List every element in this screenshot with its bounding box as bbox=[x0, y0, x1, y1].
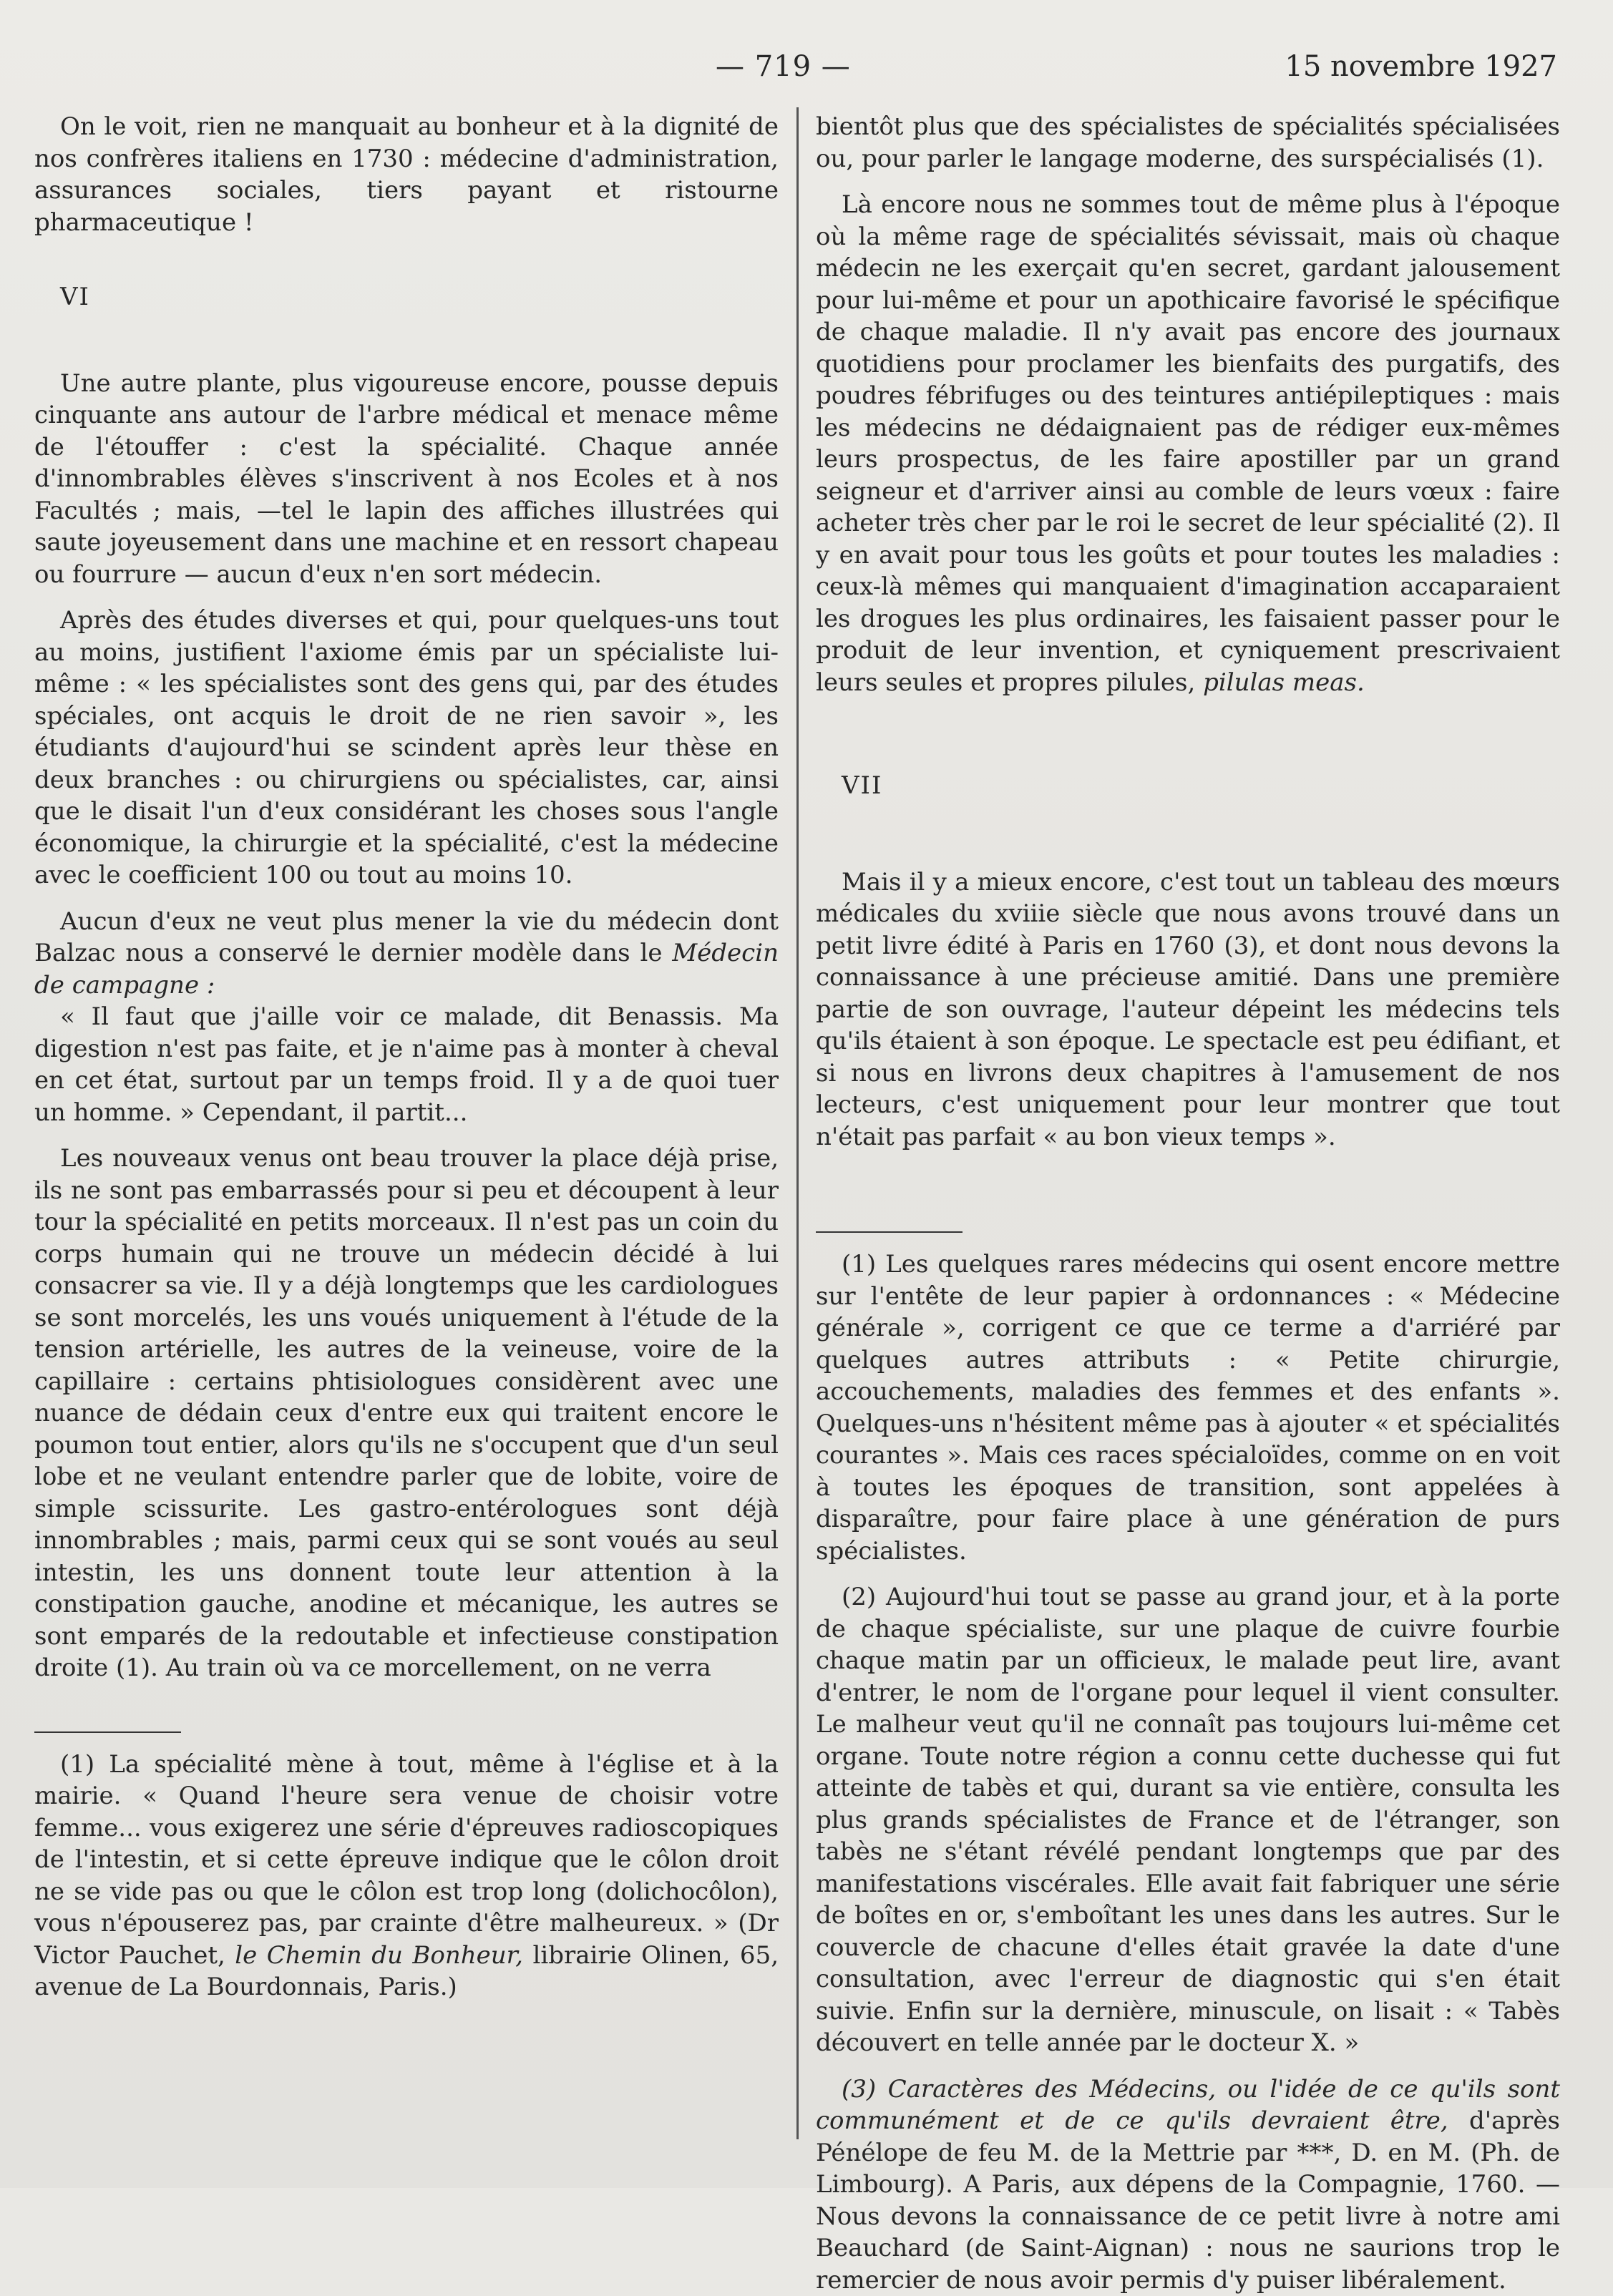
left-column bbox=[34, 111, 779, 2003]
footnote-book-title: (3) Caractères des Médecins, ou l'idée de ce qu'ils sont communément et de ce qu'ils devraient être, bbox=[816, 2075, 1560, 2136]
paragraph-text: Aucun d'eux ne veut plus mener la vie du médecin dont Balzac nous a conservé le dernier modèle dans le bbox=[34, 907, 779, 968]
issue-date: 15 novembre 1927 bbox=[1285, 50, 1557, 83]
footnote-text-end: librairie Olinen, 65, avenue de La Bourdonnais, Paris.) bbox=[34, 1941, 779, 2002]
paragraph: On le voit, rien ne manquait au bonheur et à la dignité de nos confrères italiens en 1730 : médecine d'administration, assurances sociales, tiers payant et ristourne pharmaceutique ! bbox=[34, 111, 779, 238]
paragraph: Une autre plante, plus vigoureuse encore, pousse depuis cinquante ans autour de l'arbre médical et menace même de l'étouffer : c'est la spécialité. Chaque année d'innombrables élèves s'inscrivent à nos Ecoles et à nos Facultés ; mais, —tel le lapin des affiches illustrées qui saute joyeusement dans une machine et en ressort chapeau ou fourrure — aucun d'eux n'en sort médecin. bbox=[34, 368, 779, 591]
paragraph: bientôt plus que des spécialistes de spécialités spécialisées ou, pour parler le langage moderne, des surspécialisés (1). bbox=[816, 111, 1560, 175]
column-divider bbox=[796, 107, 799, 2139]
section-heading: VII bbox=[816, 770, 1560, 802]
paragraph bbox=[34, 906, 779, 1002]
paragraph-text: Là encore nous ne sommes tout de même plus à l'époque où la même rage de spécialités sévissait, mais où chaque médecin ne les exerçait qu'en secret, gardant jalousement pour lui-même et pour un apothicaire favorisé le spécifique de chaque maladie. Il n'y avait pas encore des journaux quotidiens pour proclamer les bienfaits des purgatifs, des poudres fébrifuges ou des teintures antiépileptiques : mais les médecins ne dédaignaient pas de rédiger eux-mêmes leurs prospectus, de les faire apostiller par un grand seigneur et d'arriver ainsi au comble de leurs vœux : faire acheter très cher par le roi le secret de leur spécialité (2). Il y en avait pour tous les goûts et pour toutes les maladies : ceux-là mêmes qui manquaient d'imagination accaparaient les drogues les plus ordinaires, les faisaient passer pour le produit de leur invention, et cyniquement prescrivaient leurs seules et propres pilules, bbox=[816, 190, 1560, 697]
footnote: (1) Les quelques rares médecins qui osent encore mettre sur l'entête de leur papier à ordonnances : « Médecine générale », corrigent ce que ce terme a d'arriéré par quelques autres attributs : « Petite chirurgie, accouchements, maladies des femmes et des enfants ». Quelques-uns n'hésitent même pas à ajouter « et spécialités courantes ». Mais ces races spécialoïdes, comme on en voit à toutes les époques de transition, sont appelées à disparaître, pour faire place à une génération de purs spécialistes. bbox=[816, 1249, 1560, 1567]
paragraph: Après des études diverses et qui, pour quelques-uns tout au moins, justifient l'axiome émis par un spécialiste lui-même : « les spécialistes sont des gens qui, par des études spéciales, ont acquis le droit de ne rien savoir », les étudiants d'aujourd'hui se scindent après leur thèse en deux branches : ou chirurgiens ou spécialistes, car, ainsi que le disait l'un d'eux considérant les choses sous l'angle économique, la chirurgie et la spécialité, c'est la médecine avec le coefficient 100 ou tout au moins 10. bbox=[34, 605, 779, 891]
quotation: « Il faut que j'aille voir ce malade, dit Benassis. Ma digestion n'est pas faite, et je n'aime pas à monter à cheval en cet état, surtout par un temps froid. Il y a de quoi tuer un homme. » Cependant, il partit... bbox=[34, 1001, 779, 1128]
paragraph: Mais il y a mieux encore, c'est tout un tableau des mœurs médicales du xviiie siècle que nous avons trouvé dans un petit livre édité à Paris en 1760 (3), et dont nous devons la connaissance à une précieuse amitié. Dans une première partie de son ouvrage, l'auteur dépeint les médecins tels qu'ils étaient à son époque. Le spectacle est peu édifiant, et si nous en livrons deux chapitres à l'amusement de nos lecteurs, c'est uniquement pour leur montrer que tout n'était pas parfait « au bon vieux temps ». bbox=[816, 866, 1560, 1153]
page-number: — 719 — bbox=[716, 50, 851, 83]
footnote bbox=[34, 1749, 779, 2003]
paragraph bbox=[816, 189, 1560, 698]
latin-phrase: pilulas meas. bbox=[1203, 668, 1365, 697]
footnote: (2) Aujourd'hui tout se passe au grand jour, et à la porte de chaque spécialiste, sur une plaque de cuivre fourbie chaque matin par un officieux, le malade peut lire, avant d'entrer, le nom de l'organe pour lequel il vient consulter. Le malheur veut qu'il ne connaît pas toujours lui-même cet organe. Toute notre région a connu cette duchesse qui fut atteinte de tabès et qui, durant sa vie entière, consulta les plus grands spécialistes de France et de l'étranger, son tabès ne s'étant révélé pendant longtemps que par des manifestations viscérales. Elle avait fait fabriquer une série de boîtes en or, s'emboîtant les unes dans les autres. Sur le couvercle de chacune d'elles était gravée la date d'une consultation, avec l'erreur de diagnostic qui s'en était suivie. Enfin sur la dernière, minuscule, on lisait : « Tabès découvert en telle année par le docteur X. » bbox=[816, 1581, 1560, 2059]
right-column bbox=[816, 111, 1560, 2296]
footnote-text: (1) La spécialité mène à tout, même à l'église et à la mairie. « Quand l'heure sera venue de choisir votre femme... vous exigerez une série d'épreuves radioscopiques de l'intestin, et si cette épreuve indique que le côlon droit ne se vide pas ou que le côlon est trop long (dolichocôlon), vous n'épouserez pas, par crainte d'être malheureux. » (Dr Victor Pauchet, bbox=[34, 1750, 779, 1970]
footnote-text: d'après Pénélope de feu M. de la Mettrie par ***, D. en M. (Ph. de Limbourg). A Paris, aux dépens de la Compagnie, 1760. — Nous devons la connaissance de ce petit livre à notre ami Beauchard (de Saint-Aignan) : nous ne saurions trop le remercier de nous avoir permis d'y puiser libéralement. bbox=[816, 2106, 1560, 2295]
footnote bbox=[816, 2073, 1560, 2296]
paragraph: Les nouveaux venus ont beau trouver la place déjà prise, ils ne sont pas embarrassés pour si peu et découpent à leur tour la spécialité en petits morceaux. Il n'est pas un coin du corps humain qui ne trouve un médecin décidé à lui consacrer sa vie. Il y a déjà longtemps que les cardiologues se sont morcelés, les uns voués uniquement à l'étude de la tension artérielle, les autres de la veineuse, voire de la capillaire : certains phtisiologues considèrent avec une nuance de dédain ceux d'entre eux qui traitent encore le poumon tout entier, alors qu'ils ne s'occupent que d'un seul lobe et ne veulant entendre parler que de lobite, voire de simple scissurite. Les gastro-entérologues sont déjà innombrables ; mais, parmi ceux qui se sont voués au seul intestin, les uns donnent toute leur attention à la constipation gauche, anodine et mécanique, les autres se sont emparés de la redoutable et infectieuse constipation droite (1). Au train où va ce morcellement, on ne verra bbox=[34, 1143, 779, 1684]
section-heading: VI bbox=[34, 281, 779, 313]
book-title: Médecin de campagne : bbox=[34, 939, 779, 1000]
footnote-book-title: le Chemin du Bonheur, bbox=[235, 1941, 523, 1970]
